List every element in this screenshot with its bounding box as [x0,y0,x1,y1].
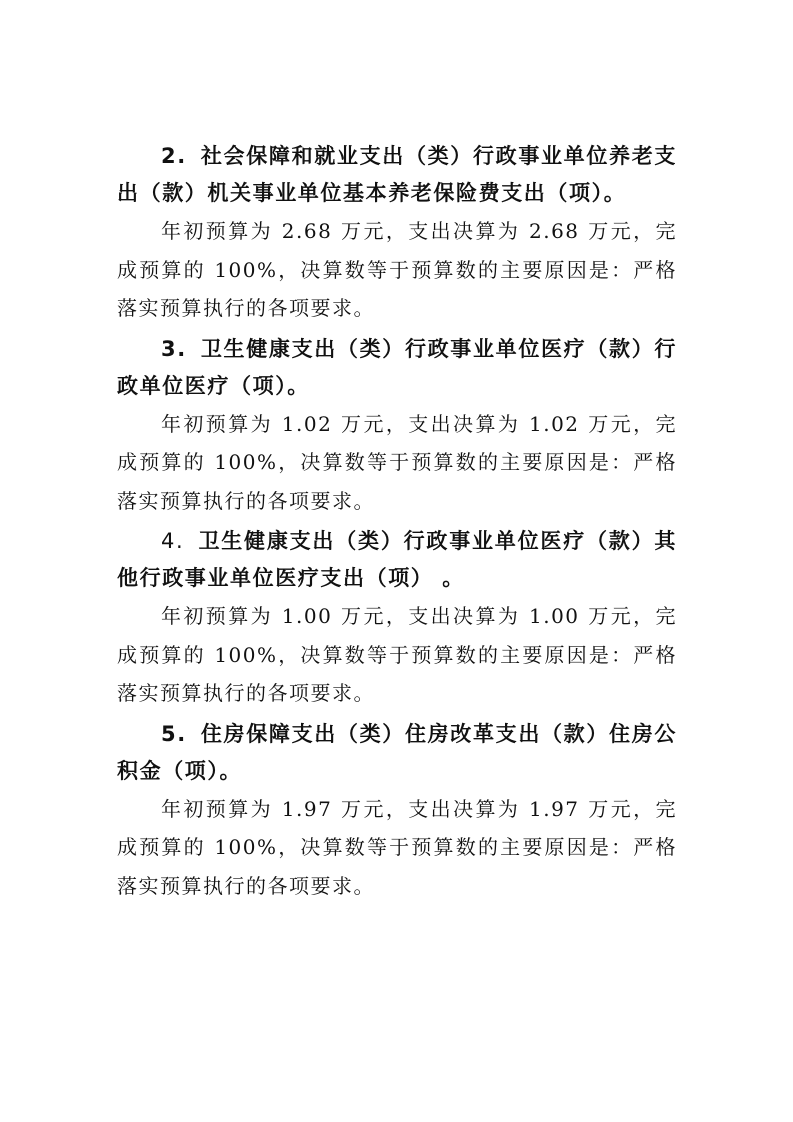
section-heading [117,716,677,790]
section-body: 年初预算为 2.68 万元，支出决算为 2.68 万元，完成预算的 100%，决算数等于预算数的主要原因是：严格落实预算执行的各项要求。 [117,219,677,320]
section-heading-text: 住房保障支出（类）住房改革支出（款）住房公积金（项）。 [117,721,677,783]
section-number: 4. [161,529,185,553]
section-number: 5. [161,721,187,746]
section-heading-text: 社会保障和就业支出（类）行政事业单位养老支出（款）机关事业单位基本养老保险费支出（项）。 [117,144,677,205]
section-heading [117,331,677,405]
section-heading [117,138,677,212]
section-body: 年初预算为 1.02 万元，支出决算为 1.02 万元，完成预算的 100%，决算数等于预算数的主要原因是：严格落实预算执行的各项要求。 [117,411,677,513]
section-4 [117,523,677,713]
section-body: 年初预算为 1.00 万元，支出决算为 1.00 万元，完成预算的 100%，决算数等于预算数的主要原因是：严格落实预算执行的各项要求。 [117,604,677,705]
section-heading-text: 卫生健康支出（类）行政事业单位医疗（款）其他行政事业单位医疗支出（项） 。 [117,529,677,590]
section-heading [117,523,677,597]
section-2 [117,138,677,328]
section-body: 年初预算为 1.97 万元，支出决算为 1.97 万元，完成预算的 100%，决算数等于预算数的主要原因是：严格落实预算执行的各项要求。 [117,796,677,898]
section-number: 2. [161,144,187,168]
section-number: 3. [161,336,187,361]
document-page [117,138,677,908]
section-3 [117,331,677,521]
section-heading-text: 卫生健康支出（类）行政事业单位医疗（款）行政单位医疗（项）。 [117,336,677,398]
section-5 [117,716,677,906]
